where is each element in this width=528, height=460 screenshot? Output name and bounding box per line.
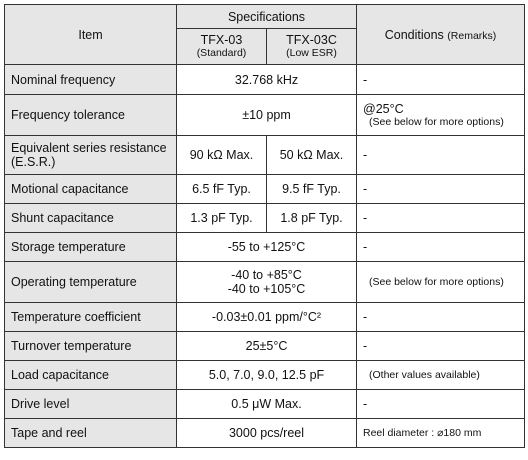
row-condition: -: [357, 136, 525, 175]
header-tfx-03c: TFX-03C (Low ESR): [267, 29, 357, 65]
row-label: Motional capacitance: [5, 175, 177, 204]
header-specifications: Specifications: [177, 5, 357, 29]
row-label: Storage temperature: [5, 233, 177, 262]
table-row: [5, 390, 525, 419]
header-tfx-03: TFX-03 (Standard): [177, 29, 267, 65]
table-row: [5, 332, 525, 361]
header-item: Item: [5, 5, 177, 65]
row-value: -40 to +85°C -40 to +105°C: [177, 262, 357, 303]
row-label: Drive level: [5, 390, 177, 419]
table-row: [5, 95, 525, 136]
row-condition: -: [357, 233, 525, 262]
row-value: 0.5 μW Max.: [177, 390, 357, 419]
table-row: [5, 204, 525, 233]
row-label: Operating temperature: [5, 262, 177, 303]
table-row: [5, 419, 525, 448]
row-value: 25±5°C: [177, 332, 357, 361]
row-label: Turnover temperature: [5, 332, 177, 361]
table-row: [5, 303, 525, 332]
row-value-a: 1.3 pF Typ.: [177, 204, 267, 233]
row-value: 32.768 kHz: [177, 65, 357, 95]
table-row: [5, 136, 525, 175]
row-label: Temperature coefficient: [5, 303, 177, 332]
row-label: Load capacitance: [5, 361, 177, 390]
row-label: Nominal frequency: [5, 65, 177, 95]
row-label: Tape and reel: [5, 419, 177, 448]
row-condition: (Other values available): [357, 361, 525, 390]
row-condition: -: [357, 332, 525, 361]
table-row: [5, 361, 525, 390]
table-row: [5, 65, 525, 95]
row-value-a: 6.5 fF Typ.: [177, 175, 267, 204]
row-value: -0.03±0.01 ppm/°C²: [177, 303, 357, 332]
row-label: Shunt capacitance: [5, 204, 177, 233]
row-value: 5.0, 7.0, 9.0, 12.5 pF: [177, 361, 357, 390]
row-condition: -: [357, 65, 525, 95]
row-condition: (See below for more options): [357, 262, 525, 303]
row-value-b: 1.8 pF Typ.: [267, 204, 357, 233]
row-condition: -: [357, 204, 525, 233]
table-row: [5, 175, 525, 204]
spec-table: [4, 4, 525, 448]
row-label: Equivalent series resistance (E.S.R.): [5, 136, 177, 175]
table-row: [5, 233, 525, 262]
row-label: Frequency tolerance: [5, 95, 177, 136]
row-value: ±10 ppm: [177, 95, 357, 136]
row-condition: -: [357, 303, 525, 332]
row-condition: Reel diameter : ⌀180 mm: [357, 419, 525, 448]
row-value: -55 to +125°C: [177, 233, 357, 262]
row-condition: @25°C (See below for more options): [357, 95, 525, 136]
row-value-b: 50 kΩ Max.: [267, 136, 357, 175]
row-value: 3000 pcs/reel: [177, 419, 357, 448]
row-condition: -: [357, 390, 525, 419]
row-value-b: 9.5 fF Typ.: [267, 175, 357, 204]
row-value-a: 90 kΩ Max.: [177, 136, 267, 175]
header-conditions: Conditions (Remarks): [357, 5, 525, 65]
row-condition: -: [357, 175, 525, 204]
table-row: [5, 262, 525, 303]
